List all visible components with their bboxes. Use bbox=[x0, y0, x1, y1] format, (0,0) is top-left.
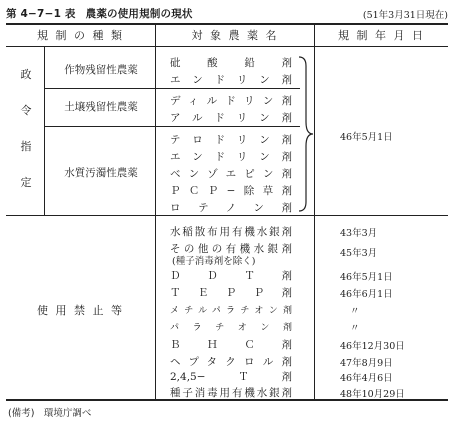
table-title-text: 農薬の使用規制の現状 bbox=[85, 8, 193, 20]
ordinance-label-char: 令 bbox=[20, 104, 32, 117]
table-title bbox=[6, 6, 193, 21]
drug-name: ＴＥＰＰ剤 bbox=[170, 287, 292, 299]
drug-name: ＤＤＴ剤 bbox=[170, 270, 292, 282]
drug-name: メチルパラチオン剤 bbox=[170, 306, 292, 316]
ban-date: 〃 bbox=[350, 306, 360, 317]
as-of-date: (51年3月31日現在) bbox=[362, 10, 448, 21]
ban-date: 〃 bbox=[350, 323, 360, 334]
drug-name: 2,4,5−Ｔ剤 bbox=[170, 371, 292, 383]
header-date: 規 制 年 月 日 bbox=[338, 29, 425, 42]
right-brace bbox=[296, 56, 316, 212]
drug-name: エンドリン剤 bbox=[170, 151, 292, 163]
drug-name: ヘプタクロル剤 bbox=[170, 356, 292, 368]
top-rule bbox=[6, 23, 448, 25]
ban-label: 使 用 禁 止 等 bbox=[37, 304, 124, 317]
ordinance-label-char: 指 bbox=[20, 140, 32, 153]
ban-date: 47年8月9日 bbox=[340, 358, 393, 369]
drug-name: 砒酸鉛剤 bbox=[170, 57, 292, 69]
drug-name: ＰＣＰ−除草剤 bbox=[170, 185, 292, 197]
ban-date: 45年3月 bbox=[340, 248, 378, 259]
ban-date: 43年3月 bbox=[340, 228, 378, 239]
header-rule bbox=[6, 46, 448, 47]
drug-name: エンドリン剤 bbox=[170, 74, 292, 86]
drug-name: テロドリン剤 bbox=[170, 134, 292, 146]
drug-name: 種子消毒用有機水銀剤 bbox=[170, 387, 292, 399]
drug-name: ＢＨＣ剤 bbox=[170, 339, 292, 351]
ordinance-label-char: 政 bbox=[20, 68, 32, 81]
drug-subnote: (種子消毒剤を除く) bbox=[172, 256, 256, 267]
ban-date: 46年4月6日 bbox=[340, 373, 393, 384]
ban-date: 48年10月29日 bbox=[340, 389, 405, 400]
ban-date: 46年6月1日 bbox=[340, 289, 393, 300]
source-note: (備考) 環境庁調べ bbox=[8, 408, 92, 419]
drug-name: ロテノン剤 bbox=[170, 202, 292, 214]
ordinance-label-char: 定 bbox=[20, 176, 32, 189]
subgroup-name: 土壌残留性農薬 bbox=[64, 101, 138, 113]
subgroup-name: 作物残留性農薬 bbox=[64, 64, 138, 76]
col-rule-1 bbox=[155, 25, 156, 399]
drug-name: パラチオン剤 bbox=[170, 323, 292, 333]
ordinance-subcol-rule bbox=[44, 47, 45, 215]
subgroup-name: 水質汚濁性農薬 bbox=[64, 167, 138, 179]
drug-name: その他の有機水銀剤 bbox=[170, 243, 292, 255]
ban-date: 46年5月1日 bbox=[340, 272, 393, 283]
subgroup-rule-1 bbox=[44, 88, 300, 89]
drug-name: 水稲散布用有機水銀剤 bbox=[170, 226, 292, 238]
drug-name: ベンゾエピン剤 bbox=[170, 168, 292, 180]
ban-date: 46年12月30日 bbox=[340, 341, 405, 352]
ordinance-date: 46年5月1日 bbox=[340, 132, 393, 143]
header-category: 規 制 の 種 類 bbox=[37, 29, 124, 42]
drug-name: ディルドリン剤 bbox=[170, 95, 292, 107]
drug-name: アルドリン剤 bbox=[170, 112, 292, 124]
table-number: 第 4−7−1 表 bbox=[6, 8, 76, 20]
section-rule bbox=[6, 215, 448, 216]
subgroup-rule-2 bbox=[44, 126, 300, 127]
header-pesticide: 対 象 農 薬 名 bbox=[191, 29, 279, 42]
